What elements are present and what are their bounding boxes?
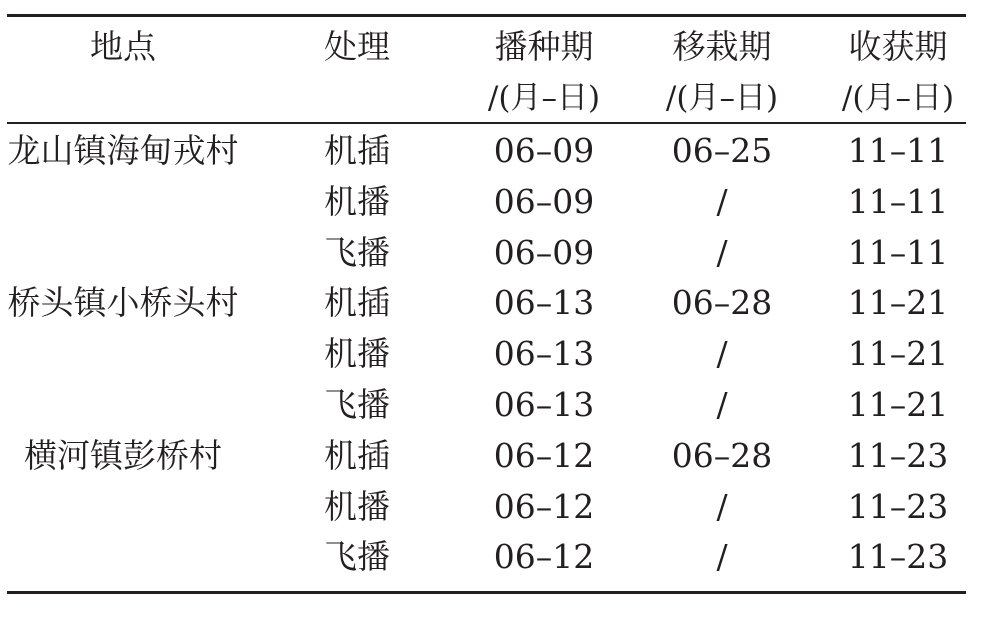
cell-harvest: 11–23 xyxy=(847,537,949,576)
cell-transplanting: / xyxy=(716,233,728,272)
cell-sowing: 06–09 xyxy=(493,182,595,221)
cell-location: 桥头镇小桥头村 xyxy=(7,283,239,322)
header-sowing: 播种期 xyxy=(494,27,594,66)
cell-harvest: 11–23 xyxy=(847,436,949,475)
cell-treatment: 机播 xyxy=(324,182,390,221)
cell-transplanting: / xyxy=(716,385,728,424)
header-transplanting: 移栽期 xyxy=(672,27,772,66)
top-rule xyxy=(7,14,966,17)
cell-harvest: 11–11 xyxy=(847,182,949,221)
header-harvest-unit: /(月–日) xyxy=(841,80,955,116)
cell-sowing: 06–12 xyxy=(493,487,595,526)
cell-sowing: 06–09 xyxy=(493,233,595,272)
cell-harvest: 11–11 xyxy=(847,131,949,170)
cell-treatment: 机插 xyxy=(324,131,390,170)
cell-harvest: 11–21 xyxy=(847,385,949,424)
cell-transplanting: / xyxy=(716,537,728,576)
cell-transplanting: 06–25 xyxy=(671,131,773,170)
header-harvest: 收获期 xyxy=(848,27,948,66)
cell-treatment: 机播 xyxy=(324,487,390,526)
header-sowing-unit: /(月–日) xyxy=(487,80,601,116)
cell-transplanting: 06–28 xyxy=(671,283,773,322)
cell-treatment: 机插 xyxy=(324,436,390,475)
cell-transplanting: 06–28 xyxy=(671,436,773,475)
cell-harvest: 11–23 xyxy=(847,487,949,526)
header-transplanting-unit: /(月–日) xyxy=(665,80,779,116)
cell-sowing: 06–09 xyxy=(493,131,595,170)
cell-sowing: 06–13 xyxy=(493,385,595,424)
cell-transplanting: / xyxy=(716,487,728,526)
cell-sowing: 06–12 xyxy=(493,537,595,576)
cell-harvest: 11–21 xyxy=(847,283,949,322)
cell-harvest: 11–11 xyxy=(847,233,949,272)
cell-location: 横河镇彭桥村 xyxy=(24,436,222,475)
cell-treatment: 飞播 xyxy=(324,233,390,272)
bottom-rule xyxy=(7,591,966,594)
cell-harvest: 11–21 xyxy=(847,334,949,373)
cell-transplanting: / xyxy=(716,334,728,373)
header-location: 地点 xyxy=(90,27,156,66)
cell-treatment: 机播 xyxy=(324,334,390,373)
cell-treatment: 飞播 xyxy=(324,537,390,576)
header-treatment: 处理 xyxy=(324,27,390,66)
cell-transplanting: / xyxy=(716,182,728,221)
header-rule xyxy=(7,122,966,124)
cell-treatment: 飞播 xyxy=(324,385,390,424)
cell-sowing: 06–13 xyxy=(493,334,595,373)
cell-sowing: 06–12 xyxy=(493,436,595,475)
cell-sowing: 06–13 xyxy=(493,283,595,322)
cell-treatment: 机插 xyxy=(324,283,390,322)
cell-location: 龙山镇海甸戎村 xyxy=(7,131,239,170)
